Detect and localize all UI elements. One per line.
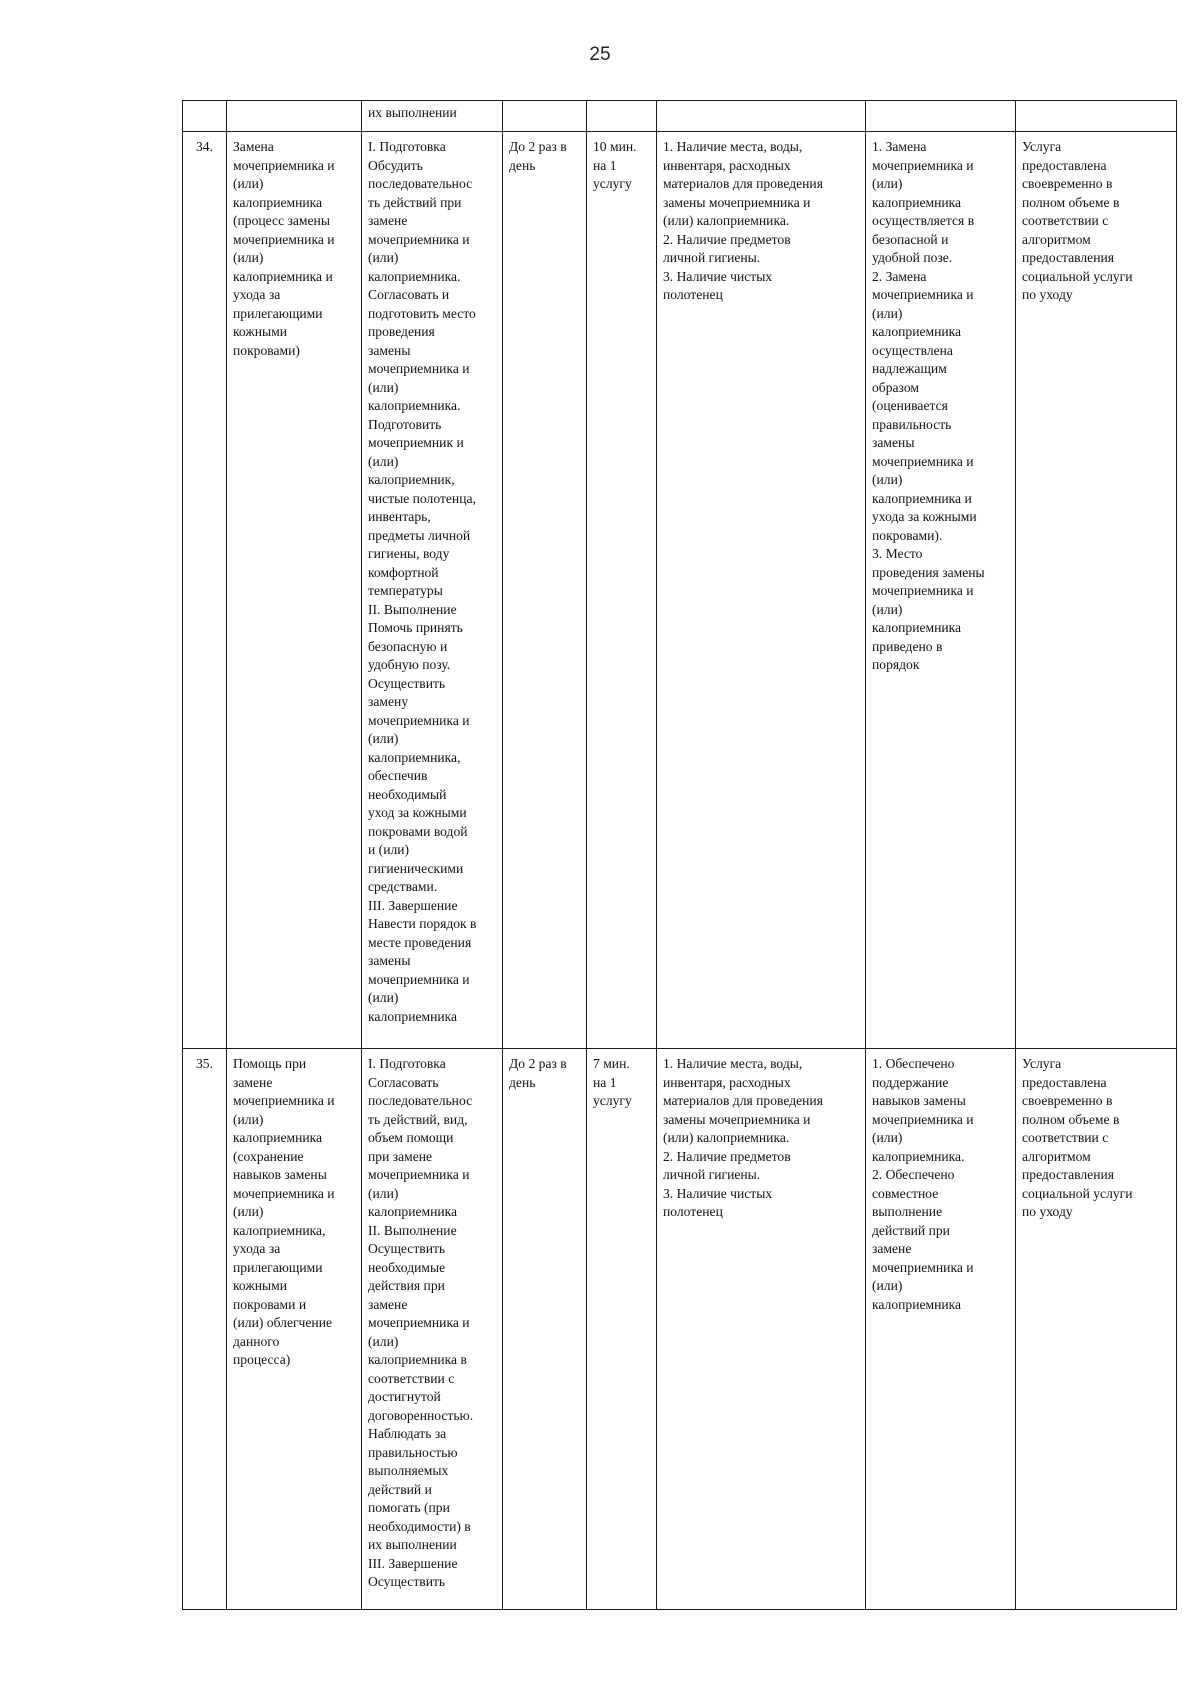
continuation-row xyxy=(183,101,1177,132)
continuation-cell-quality xyxy=(866,101,1016,132)
result-cell: Услуга предоставлена своевременно в полном объеме в соответствии с алгоритмом предоставления социальной услуги по уходу xyxy=(1016,132,1177,1049)
continuation-cell-conditions xyxy=(657,101,866,132)
quality-cell: 1. Замена мочеприемника и (или) калоприемника осуществляется в безопасной и удобной позе. 2. Замена мочеприемника и (или) калоприемника осуществлена надлежащим образом (оценивается правильность замены мочеприемника и (или) калоприемника и ухода за кожными покровами). 3. Место проведения замены мочеприемника и (или) калоприемника приведено в порядок xyxy=(866,132,1016,1049)
continuation-cell-num xyxy=(183,101,227,132)
continuation-cell-procedure: их выполнении xyxy=(362,101,503,132)
continuation-cell-frequency xyxy=(503,101,587,132)
row-number: 35. xyxy=(183,1049,227,1610)
continuation-cell-duration xyxy=(587,101,657,132)
procedure-cell: I. Подготовка Обсудить последовательнос ть действий при замене мочеприемника и (или) калоприемника. Согласовать и подготовить место проведения замены мочеприемника и (или) калоприемника. Подготовить мочеприемник и (или) калоприемник, чистые полотенца, инвентарь, предметы личной гигиены, воду комфортной температуры II. Выполнение Помочь принять безопасную и удобную позу. Осуществить замену мочеприемника и (или) калоприемника, обеспечив необходимый уход за кожными покровами водой и (или) гигиеническими средствами. III. Завершение Навести порядок в месте проведения замены мочеприемника и (или) калоприемника xyxy=(362,132,503,1049)
table-row xyxy=(183,132,1177,1049)
procedure-cell: I. Подготовка Согласовать последовательнос ть действий, вид, объем помощи при замене мочеприемника и (или) калоприемника II. Выполнение Осуществить необходимые действия при замене мочеприемника и (или) калоприемника в соответствии с достигнутой договоренностью. Наблюдать за правильностью выполняемых действий и помогать (при необходимости) в их выполнении III. Завершение Осуществить xyxy=(362,1049,503,1610)
services-table xyxy=(182,100,1177,1610)
conditions-cell: 1. Наличие места, воды, инвентаря, расходных материалов для проведения замены мочеприемника и (или) калоприемника. 2. Наличие предметов личной гигиены. 3. Наличие чистых полотенец xyxy=(657,132,866,1049)
frequency-cell: До 2 раз в день xyxy=(503,132,587,1049)
service-name-cell: Помощь при замене мочеприемника и (или) калоприемника (сохранение навыков замены мочеприемника и (или) калоприемника, ухода за прилегающими кожными покровами и (или) облегчение данного процесса) xyxy=(227,1049,362,1610)
result-cell: Услуга предоставлена своевременно в полном объеме в соответствии с алгоритмом предоставления социальной услуги по уходу xyxy=(1016,1049,1177,1610)
continuation-cell-name xyxy=(227,101,362,132)
table-row xyxy=(183,1049,1177,1610)
page-number: 25 xyxy=(589,44,611,65)
quality-cell: 1. Обеспечено поддержание навыков замены мочеприемника и (или) калоприемника. 2. Обеспечено совместное выполнение действий при замене мочеприемника и (или) калоприемника xyxy=(866,1049,1016,1610)
duration-cell: 10 мин. на 1 услугу xyxy=(587,132,657,1049)
frequency-cell: До 2 раз в день xyxy=(503,1049,587,1610)
continuation-cell-result xyxy=(1016,101,1177,132)
conditions-cell: 1. Наличие места, воды, инвентаря, расходных материалов для проведения замены мочеприемника и (или) калоприемника. 2. Наличие предметов личной гигиены. 3. Наличие чистых полотенец xyxy=(657,1049,866,1610)
service-name-cell: Замена мочеприемника и (или) калоприемника (процесс замены мочеприемника и (или) калоприемника и ухода за прилегающими кожными покровами) xyxy=(227,132,362,1049)
duration-cell: 7 мин. на 1 услугу xyxy=(587,1049,657,1610)
row-number: 34. xyxy=(183,132,227,1049)
